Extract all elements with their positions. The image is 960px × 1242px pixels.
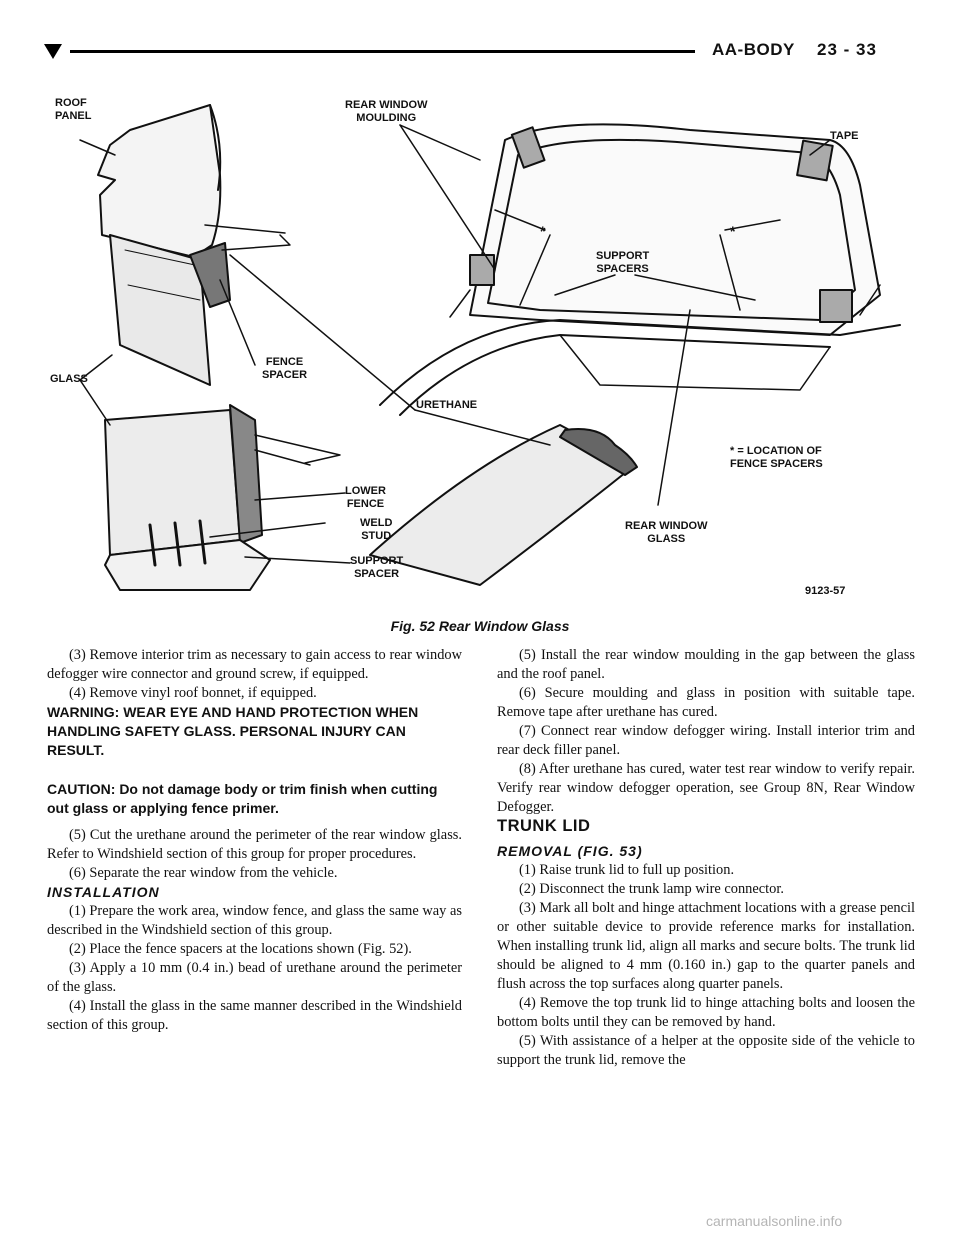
install-step-4: (4) Install the glass in the same manner described in the Windshield section of this group. — [47, 998, 462, 1033]
lower-glass-block — [105, 410, 240, 555]
removal-step-3: (3) Remove interior trim as necessary to gain access to rear window defogger wire connector and ground screw, if equipped. — [47, 647, 462, 682]
label-weld-stud: WELD STUD — [360, 517, 393, 542]
label-urethane: URETHANE — [416, 399, 478, 411]
right-column — [497, 646, 915, 1070]
label-support-spacer: SUPPORT SPACER — [350, 555, 404, 580]
left-column — [47, 646, 462, 1035]
label-rear-window-moulding: REAR WINDOW MOULDING — [345, 99, 428, 124]
label-star-right: * — [730, 223, 736, 239]
removal-step-4: (4) Remove vinyl roof bonnet, if equipped. — [69, 685, 317, 701]
install-step-3: (3) Apply a 10 mm (0.4 in.) bead of urethane around the perimeter of the glass. — [47, 960, 462, 995]
label-lower-fence: LOWER FENCE — [345, 485, 386, 510]
label-location-note: * = LOCATION OF FENCE SPACERS — [730, 445, 823, 470]
header-triangle-icon — [44, 44, 62, 59]
page-number: 23 - 33 — [817, 40, 877, 59]
rear-window-illustration — [40, 85, 920, 610]
trunk-removal-step-2: (2) Disconnect the trunk lamp wire connector. — [519, 881, 784, 897]
label-glass: GLASS — [50, 373, 88, 385]
trunk-removal-step-3: (3) Mark all bolt and hinge attachment locations with a grease pencil or other suitable device to provide reference marks for installation. When installing trunk lid, align all marks and secure bolts. The trunk lid should be aligned to 4 mm (0.160 in.) gap to the quarter panels and flush across the top surfaces along quarter panels. — [497, 900, 916, 992]
trunk-removal-step-5: (5) With assistance of a helper at the opposite side of the vehicle to support the trunk lid, remove the — [497, 1033, 915, 1068]
safety-warning: WARNING: WEAR EYE AND HAND PROTECTION WHEN HANDLING SAFETY GLASS. PERSONAL INJURY CAN RESULT. — [47, 704, 419, 758]
tape-piece — [797, 141, 833, 181]
label-support-spacers: SUPPORT SPACERS — [596, 250, 650, 275]
installation-heading: INSTALLATION — [47, 884, 160, 900]
trunk-removal-step-4: (4) Remove the top trunk lid to hinge attaching bolts and loosen the bottom bolts until they can be removed by hand. — [497, 995, 915, 1030]
caution-note: CAUTION: Do not damage body or trim finish when cutting out glass or applying fence primer. — [47, 781, 438, 816]
label-tape: TAPE — [830, 130, 859, 142]
header-rule — [70, 50, 695, 53]
label-fence-spacer: FENCE SPACER — [262, 356, 308, 381]
rear-window-figure — [40, 85, 920, 610]
tape-piece — [820, 290, 852, 322]
label-star-left: * — [540, 223, 546, 239]
install-step-7: (7) Connect rear window defogger wiring. Install interior trim and rear deck filler panel. — [497, 723, 915, 758]
trunk-lid-heading: TRUNK LID — [497, 817, 591, 835]
removal-heading: REMOVAL (FIG. 53) — [497, 843, 643, 859]
label-roof-panel: ROOF PANEL — [55, 97, 92, 122]
section-title: AA-BODY — [712, 40, 795, 59]
install-step-6: (6) Secure moulding and glass in position with suitable tape. Remove tape after urethane has cured. — [497, 685, 915, 720]
install-step-8: (8) After urethane has cured, water test rear window to verify repair. Verify rear window defogger operation, see Group 8N, Rear Window Defogger. — [497, 761, 915, 815]
install-step-2: (2) Place the fence spacers at the locations shown (Fig. 52). — [69, 941, 412, 957]
removal-step-5: (5) Cut the urethane around the perimeter of the rear window glass. Refer to Windshield section of this group for proper procedures. — [47, 827, 462, 862]
label-rear-window-glass: REAR WINDOW GLASS — [625, 520, 708, 545]
tape-piece — [470, 255, 494, 285]
install-step-1: (1) Prepare the work area, window fence, and glass the same way as described in the Windshield section of this group. — [47, 903, 462, 938]
removal-step-6: (6) Separate the rear window from the vehicle. — [69, 865, 338, 881]
roof-panel-shape — [98, 105, 220, 257]
figure-caption: Fig. 52 Rear Window Glass — [390, 618, 570, 634]
install-step-5: (5) Install the rear window moulding in the gap between the glass and the roof panel. — [497, 647, 915, 682]
figure-code: 9123-57 — [805, 585, 846, 597]
trunk-removal-step-1: (1) Raise trunk lid to full up position. — [519, 862, 735, 878]
watermark: carmanualsonline.info — [706, 1213, 843, 1229]
